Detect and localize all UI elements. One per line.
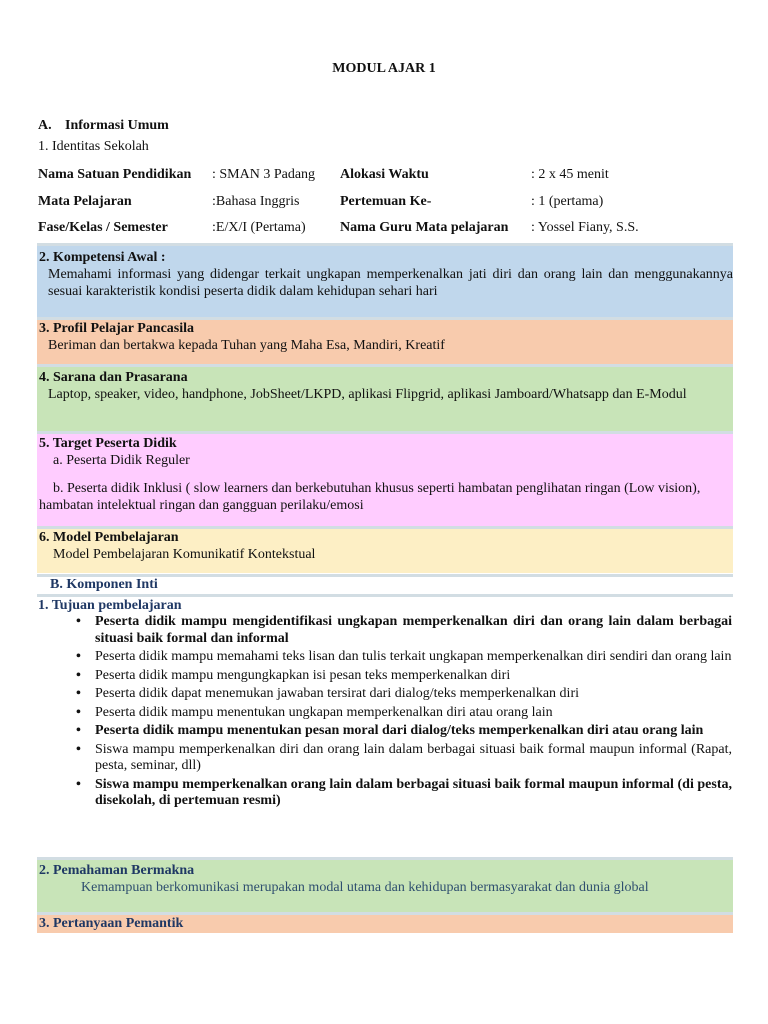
profil-pelajar-heading: 3. Profil Pelajar Pancasila	[39, 321, 195, 336]
document-title: MODUL AJAR 1	[332, 61, 436, 76]
kompetensi-awal-section	[37, 246, 733, 318]
info-right-value: : 2 x 45 menit	[531, 167, 609, 182]
sarana-prasarana-section	[37, 367, 733, 431]
bullet-icon: •	[76, 667, 81, 683]
pertanyaan-pemantik-section	[37, 915, 733, 933]
section-a-number: A.	[38, 118, 52, 133]
identitas-sekolah: 1. Identitas Sekolah	[38, 139, 149, 154]
list-item-text: Siswa mampu memperkenalkan orang lain dalam berbagai situasi baik formal maupun informal (di pesta, disekolah, di pertemuan resmi)	[95, 776, 732, 808]
list-item-text: Peserta didik mampu menentukan ungkapan memperkenalkan diri atau orang lain	[95, 704, 553, 720]
profil-pelajar-text: Beriman dan bertakwa kepada Tuhan yang Maha Esa, Mandiri, Kreatif	[48, 338, 445, 353]
bullet-icon: •	[76, 741, 81, 757]
bullet-icon: •	[76, 686, 81, 701]
info-right-label: Nama Guru Mata pelajaran	[340, 220, 509, 235]
list-item	[38, 686, 732, 703]
bullet-icon: •	[76, 649, 81, 664]
pemahaman-bermakna-heading: 2. Pemahaman Bermakna	[39, 863, 195, 878]
list-item	[38, 723, 732, 740]
pemahaman-bermakna-section	[37, 860, 733, 912]
section-a-label: Informasi Umum	[65, 118, 169, 133]
list-item	[38, 649, 732, 666]
list-item	[38, 705, 732, 722]
list-item	[38, 742, 732, 775]
info-right-value: : 1 (pertama)	[531, 194, 604, 209]
pertanyaan-pemantik-heading: 3. Pertanyaan Pemantik	[39, 916, 184, 931]
tujuan-heading: 1. Tujuan pembelajaran	[38, 598, 182, 613]
bullet-icon: •	[76, 776, 81, 792]
profil-pelajar-section	[37, 320, 733, 364]
target-peserta-section	[37, 434, 733, 527]
list-item	[38, 668, 732, 685]
info-left-label: Mata Pelajaran	[38, 194, 132, 209]
model-pembelajaran-section	[37, 529, 733, 573]
info-left-label: Fase/Kelas / Semester	[38, 220, 168, 235]
model-pembelajaran-text: Model Pembelajaran Komunikatif Kontekstual	[53, 547, 316, 562]
list-item-text: Peserta didik mampu menentukan pesan moral dari dialog/teks memperkenalkan diri atau orang lain	[95, 723, 704, 738]
section-a-heading	[38, 118, 169, 134]
kompetensi-awal-heading: 2. Kompetensi Awal :	[39, 250, 166, 265]
tujuan-list	[38, 614, 732, 812]
pemahaman-bermakna-text: Kemampuan berkomunikasi merupakan modal utama dan kehidupan bermasyarakat dan dunia global	[81, 880, 649, 895]
list-item	[38, 614, 732, 647]
separator	[37, 594, 733, 597]
model-pembelajaran-heading: 6. Model Pembelajaran	[39, 530, 179, 545]
list-item-text: Peserta didik dapat menemukan jawaban tersirat dari dialog/teks memperkenalkan diri	[95, 686, 579, 701]
list-item	[38, 777, 732, 810]
info-left-label: Nama Satuan Pendidikan	[38, 167, 192, 182]
list-item-text: Peserta didik mampu memahami teks lisan dan tulis terkait ungkapan memperkenalkan diri sendiri dan orang lain	[95, 649, 732, 664]
info-right-value: : Yossel Fiany, S.S.	[531, 220, 639, 235]
target-item-reguler: a. Peserta Didik Reguler	[53, 453, 190, 468]
section-b-heading: B. Komponen Inti	[50, 577, 158, 592]
info-left-value: :Bahasa Inggris	[212, 194, 300, 209]
list-item-text: Siswa mampu memperkenalkan diri dan orang lain dalam berbagai situasi baik formal maupun informal (Rapat, pesta, seminar, dll)	[95, 741, 732, 773]
bullet-icon: •	[76, 614, 81, 629]
list-item-text: Peserta didik mampu mengungkapkan isi pesan teks memperkenalkan diri	[95, 667, 511, 683]
sarana-prasarana-text: Laptop, speaker, video, handphone, JobSheet/LKPD, aplikasi Flipgrid, aplikasi Jamboard/Whatsapp dan E-Modul	[48, 387, 687, 402]
bullet-icon: •	[76, 723, 81, 738]
bullet-icon: •	[76, 704, 81, 720]
target-item-inklusi: b. Peserta didik Inklusi ( slow learners dan berkebutuhan khusus seperti hambatan penglihatan ringan (Low vision), hambatan intelektual ringan dan gangguan perilaku/emosi	[39, 481, 701, 513]
info-right-label: Alokasi Waktu	[340, 167, 429, 182]
sarana-prasarana-heading: 4. Sarana dan Prasarana	[39, 370, 188, 385]
list-item-text: Peserta didik mampu mengidentifikasi ungkapan memperkenalkan diri dan orang lain dalam berbagai situasi baik formal dan informal	[95, 614, 732, 646]
info-left-value: :E/X/I (Pertama)	[212, 220, 306, 235]
target-peserta-heading: 5. Target Peserta Didik	[39, 436, 177, 451]
kompetensi-awal-text: Memahami informasi yang didengar terkait ungkapan memperkenalkan jati diri dan orang lain dan menggunakannya sesuai karakteristik kondisi peserta didik dalam kehidupan sehari hari	[48, 267, 733, 299]
info-right-label: Pertemuan Ke-	[340, 194, 432, 209]
info-left-value: : SMAN 3 Padang	[212, 167, 316, 182]
